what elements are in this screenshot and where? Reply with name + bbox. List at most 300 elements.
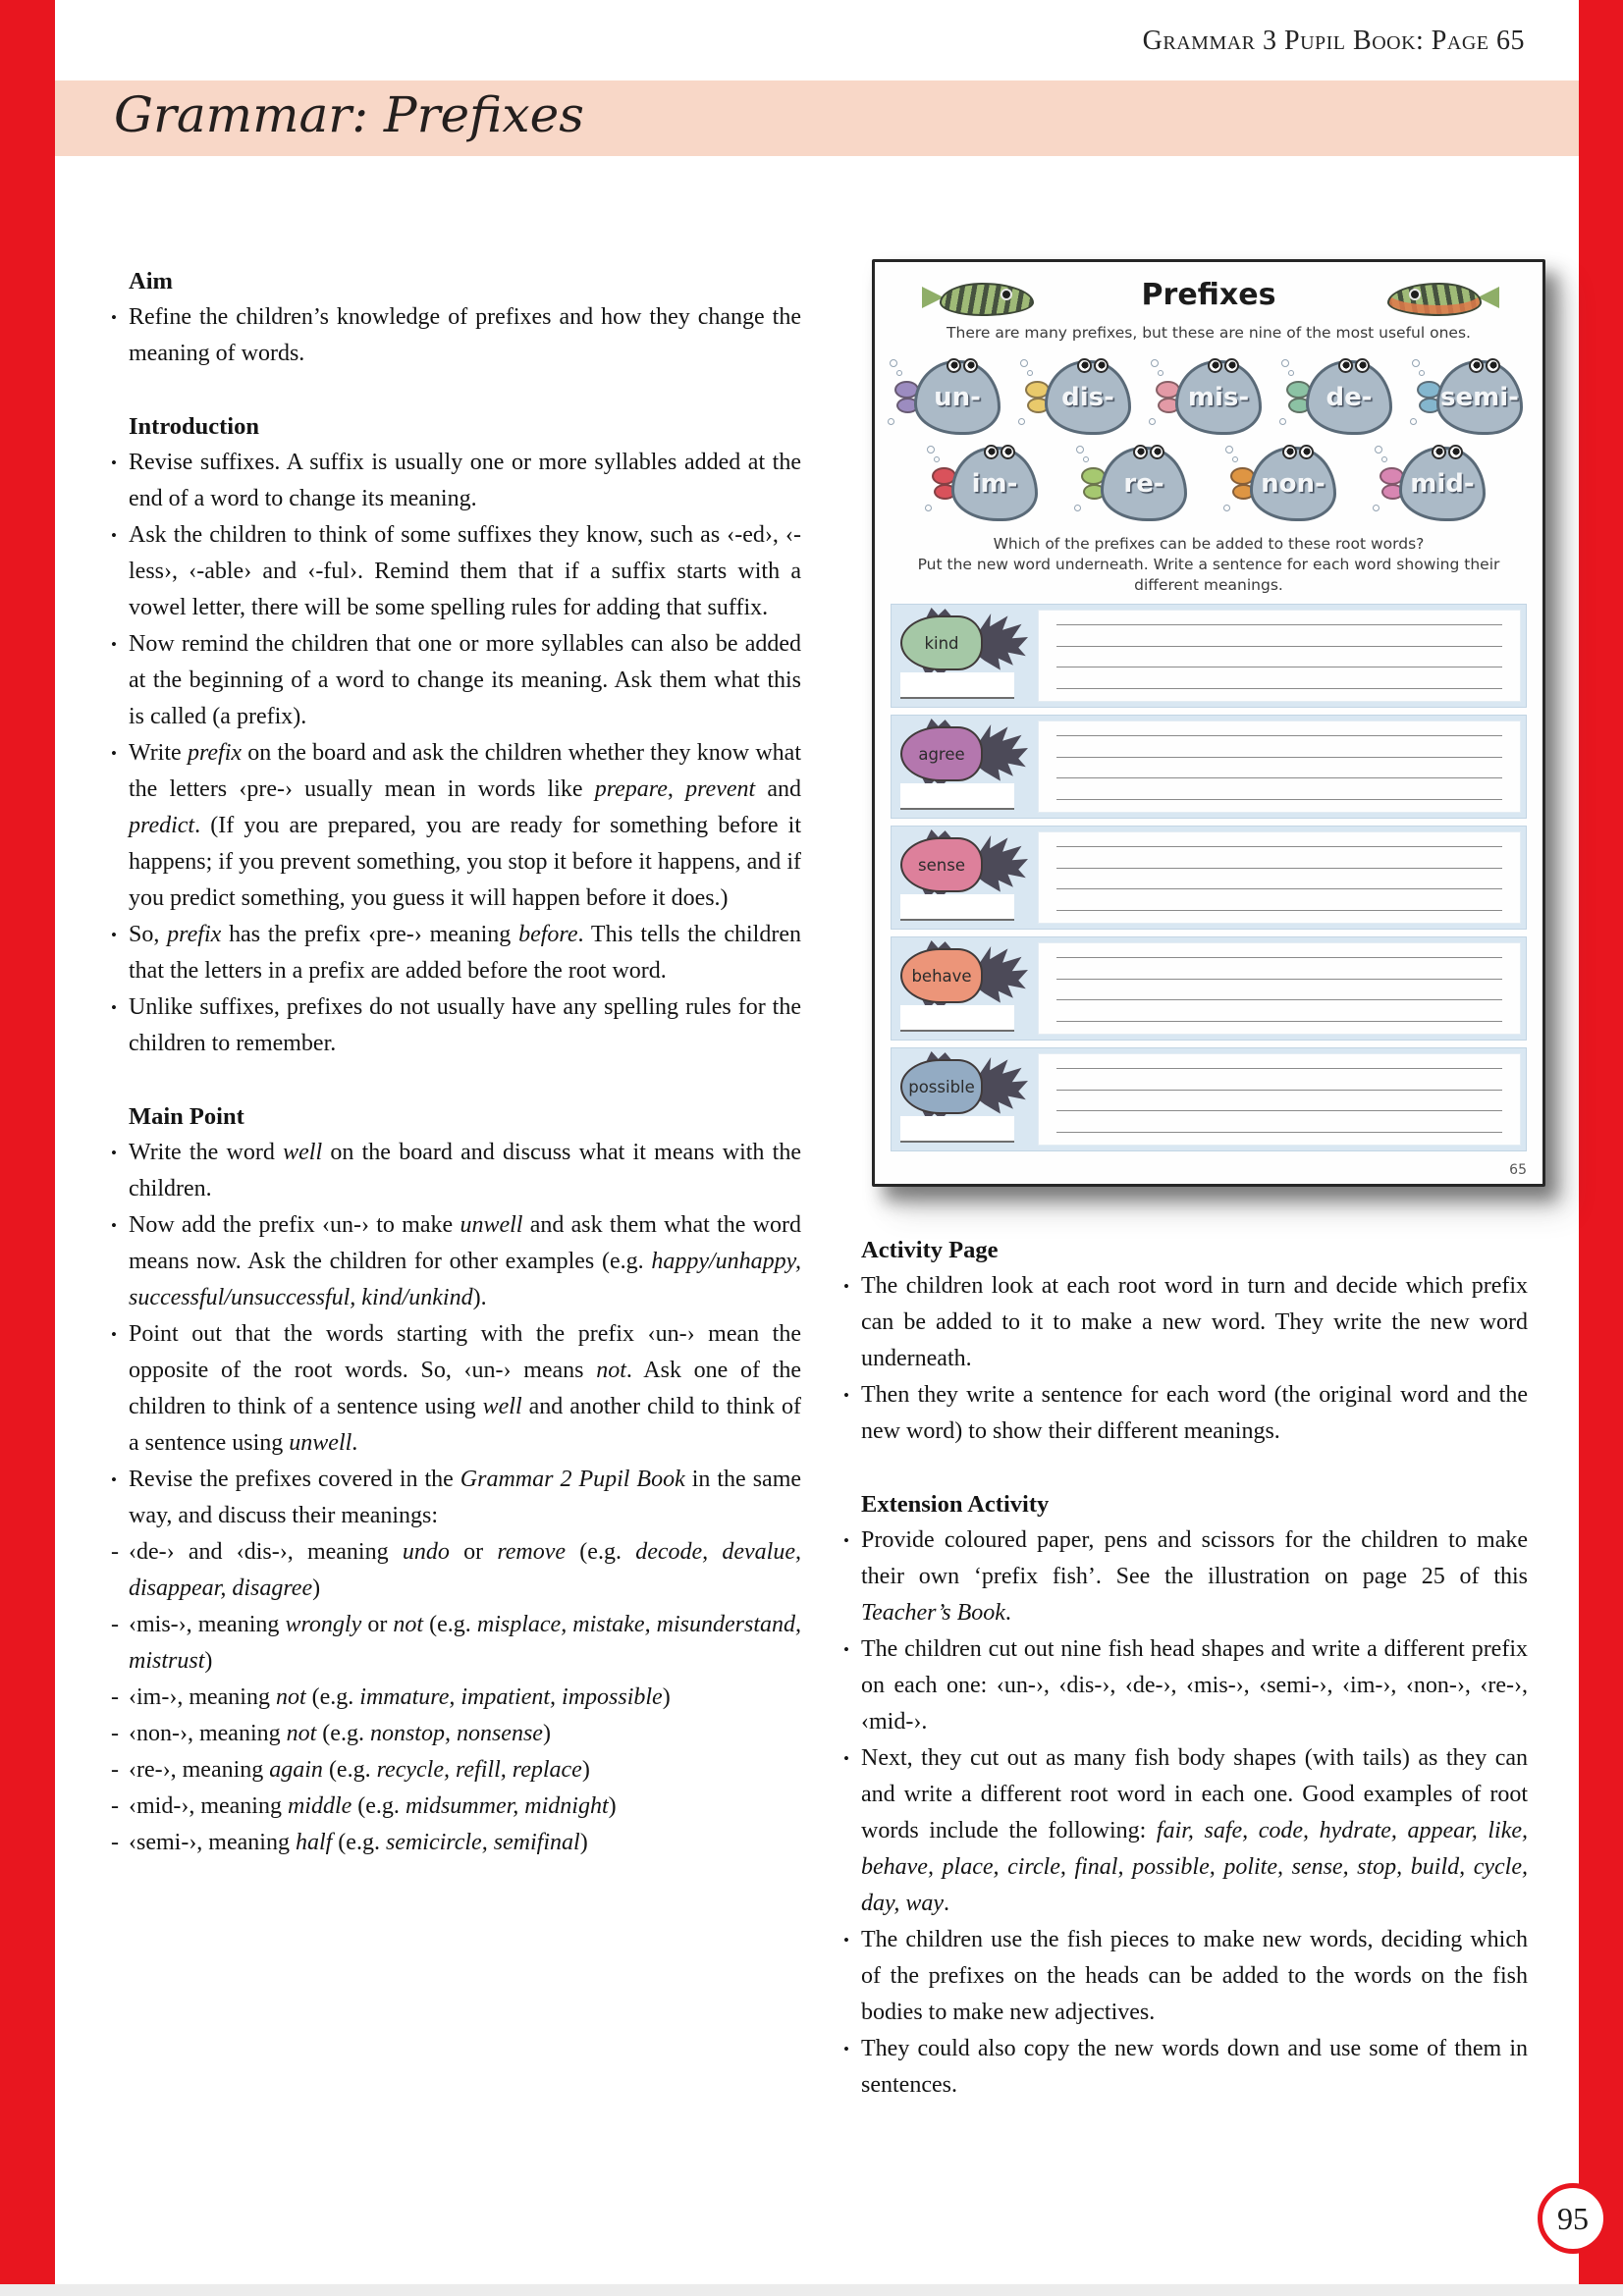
fish-body-icon [900,948,983,1003]
list-item-text [129,1321,801,1456]
bubble-icon [1419,370,1425,376]
fish-tail-icon [975,835,1028,894]
left-red-border [0,0,55,2284]
worksheet-title: Prefixes [1141,278,1276,312]
root-word-fish [898,832,1028,897]
prefix-label: im- [971,469,1018,499]
list-item-text [129,631,801,729]
text: Now remind the children that one or more syllables can also be added at the beginning of a word to change its meaning. Ask them what this is called (a prefix). [129,631,801,729]
text: Revise the prefixes covered in the [129,1467,460,1492]
fish-eye-icon [1299,445,1314,459]
writing-line [1056,735,1502,736]
root-word-cell [896,1053,1030,1146]
list-item-text [861,1927,1528,2025]
bullet-marker: • [111,454,117,472]
decorative-fish-icon [922,278,1038,317]
bullet-marker: • [111,308,117,327]
fish-eye-icon [963,358,978,373]
decorative-fish-icon [1383,278,1499,317]
bullet-marker: • [111,1144,117,1162]
right-column-sections [842,1232,1528,2104]
text: or [361,1612,394,1637]
fish-eye-icon [1077,358,1092,373]
text: . [352,1430,358,1456]
section-heading: Activity Page [861,1237,999,1263]
italic-text: not [393,1612,424,1637]
italic-text: unwell [289,1430,352,1456]
worksheet-row [891,604,1527,708]
bullet-marker: • [111,744,117,763]
text: Now add the prefix ‹un-› to make [129,1212,460,1238]
fish-eye-icon [1001,445,1015,459]
bullet-marker: • [111,1325,117,1344]
bullet-marker: - [111,1539,119,1565]
italic-text: remove [497,1539,567,1565]
root-word-cell [896,831,1030,924]
fish-body-icon [940,283,1034,316]
writing-line [1056,777,1502,778]
text: ) [579,1830,588,1855]
italic-text: nonstop, nonsense [369,1721,543,1746]
bullet-marker: • [843,1640,849,1659]
list-item [110,1462,801,1534]
worksheet-row [891,826,1527,930]
fish-eye-icon [1224,358,1239,373]
italic-text: undo [402,1539,450,1565]
fish-eye-icon [1355,358,1370,373]
fish-eye-icon [1409,289,1421,300]
list-item [842,1922,1528,2031]
writing-lines [1038,831,1521,924]
section-heading: Aim [129,268,173,294]
bullet-marker: • [843,1931,849,1949]
list-item-text [861,1273,1528,1371]
bullet-marker: • [111,926,117,944]
writing-line [1056,868,1502,869]
fish-tail-icon [975,724,1028,783]
text: Then they write a sentence for each word (the original word and the new word) to show their different meanings. [861,1382,1528,1444]
bullet-marker: - [111,1830,119,1855]
list-item [110,299,801,372]
list-item [110,445,801,517]
italic-text: midsummer, midnight [405,1793,609,1819]
fish-eye-icon [1432,445,1446,459]
bubble-icon [1074,505,1081,511]
fish-eye-icon [1338,358,1353,373]
text: The children use the fish pieces to make new words, deciding which of the prefixes on the heads can be added to the words on the fish bodies to make new adjectives. [861,1927,1528,2025]
text: Next, they cut out as many fish body shapes (with tails) as they can and write a different root word in each one. Good examples of root words include the following: [861,1745,1528,1843]
prefix-label: dis- [1061,383,1114,412]
bubble-icon [1281,359,1289,367]
list-item-text [861,1745,1528,1916]
fish-body-icon [900,726,983,781]
list-item [842,1740,1528,1922]
italic-text: prefix [167,922,222,947]
list-item [842,1377,1528,1450]
list-item [110,626,801,735]
root-word-label: kind [924,633,959,653]
list-item [110,735,801,917]
text: Refine the children’s knowledge of prefixes and how they change the meaning of words. [129,304,801,366]
italic-text: unwell [460,1212,523,1238]
bubble-icon [927,446,935,454]
list-item [842,1522,1528,1631]
italic-text: semicircle, semifinal [385,1830,580,1855]
worksheet-row [891,1047,1527,1151]
bullet-marker: • [843,1749,849,1768]
left-column [110,263,801,1897]
fish-head-body [1045,360,1131,435]
italic-text: middle [287,1793,352,1819]
italic-text: again [269,1757,323,1783]
text: Write [129,740,188,766]
list-item-text [129,304,801,366]
bubble-icon [1225,446,1233,454]
list-item-text [129,994,801,1056]
text: ‹de-› and ‹dis-›, meaning [129,1539,403,1565]
text: Write the word [129,1140,284,1165]
fish-eye-icon [1208,358,1222,373]
list-item-text [861,2036,1528,2098]
fish-body-icon [1387,283,1482,316]
prefix-label: semi- [1440,383,1519,412]
list-item [110,1135,801,1207]
fish-tail-icon [975,946,1028,1005]
bubble-icon [1149,418,1156,425]
section [842,1232,1528,1450]
fish-body-icon [900,837,983,892]
text: or [449,1539,498,1565]
answer-box [900,1005,1014,1032]
fish-tail-icon [975,1057,1028,1116]
bubble-icon [1083,456,1089,462]
text: ‹im-›, meaning [129,1684,276,1710]
prefix-fish-head [1023,353,1133,438]
writing-line [1056,1090,1502,1091]
bullet-marker: • [843,1386,849,1405]
bubble-icon [934,456,940,462]
text: ) [581,1757,590,1783]
text: ) [542,1721,551,1746]
bullet-marker: • [111,635,117,654]
text: ). [472,1285,487,1310]
text: ‹re-›, meaning [129,1757,270,1783]
italic-text: recycle, refill, replace [376,1757,582,1783]
right-column [842,259,1528,2140]
text: Point out that the words starting with the prefix ‹un-› mean the opposite of the root words. So, ‹un-› means [129,1321,801,1383]
page-title: Grammar: Prefixes [114,86,584,143]
list-item [110,1752,801,1789]
bubble-icon [896,370,902,376]
text: on the board and ask the children whether they know what the letters ‹pre-› usually mean in words like [129,740,802,802]
prefix-fish-head [1228,440,1338,524]
fish-eye-icon [1448,445,1463,459]
root-word-fish [898,611,1028,675]
writing-line [1056,846,1502,847]
list-item-text [129,1684,671,1710]
section [110,1098,801,1861]
bubble-icon [1279,418,1286,425]
italic-text: not [596,1358,626,1383]
fish-head-body [951,447,1038,521]
list-item [110,1534,801,1607]
writing-line [1056,757,1502,758]
worksheet-row [891,715,1527,819]
list-item-text [861,1527,1528,1626]
list-item [110,989,801,1062]
worksheet-header [891,274,1527,321]
text: . [1004,1600,1011,1626]
root-word-label: sense [918,855,965,875]
text: The children cut out nine fish head shapes and write a different prefix on each one: ‹un-›, ‹dis-›, ‹de-›, ‹mis-›, ‹semi-›, ‹im-›, ‹non-›, ‹re-›, ‹mid-›. [861,1636,1528,1735]
root-word-label: behave [911,966,972,986]
text: (e.g. [316,1721,370,1746]
prefix-fish-head [893,353,1002,438]
list-item [110,1680,801,1716]
text: ) [662,1684,671,1710]
section-heading: Introduction [129,413,259,440]
bubble-icon [1027,370,1033,376]
root-word-cell [896,942,1030,1035]
list-item [842,1268,1528,1377]
text: (e.g. [322,1757,377,1783]
text: has the prefix ‹pre-› meaning [221,922,519,947]
italic-text: prevent [685,776,756,802]
section [110,408,801,1062]
running-head: Grammar 3 Pupil Book: Page 65 [1142,26,1525,56]
bullet-marker: - [111,1612,119,1637]
italic-text: Teacher’s Book [861,1600,1005,1626]
text: , [667,776,686,802]
text: . Ask one of the children to think of a sentence using [129,1358,802,1419]
bottom-strip [0,2284,1623,2296]
italic-text: prefix [187,740,243,766]
list-item-text [129,522,801,620]
text: ) [312,1575,321,1601]
writing-line [1056,957,1502,958]
text: ‹non-›, meaning [129,1721,287,1746]
prefix-fish-head [930,440,1040,524]
bubble-icon [1373,505,1380,511]
prefix-fish-head [1154,353,1264,438]
fish-head-body [1175,360,1262,435]
fish-head-body [1399,447,1486,521]
bubble-icon [1232,456,1238,462]
italic-text: not [286,1721,317,1746]
list-item [110,1316,801,1462]
bullet-marker: • [111,526,117,545]
prefix-label: non- [1261,469,1325,499]
page-number: 95 [1557,2200,1589,2236]
writing-lines [1038,942,1521,1035]
text: ) [608,1793,617,1819]
text: Ask the children to think of some suffixes they know, such as ‹-ed›, ‹-less›, ‹-able› and ‹-ful›. Remind them that if a suffix starts with a vowel letter, there will be some spelling rules for adding that suffix. [129,522,801,620]
worksheet-page-number: 65 [1509,1162,1527,1178]
list-item [110,917,801,989]
pupil-book-figure [872,259,1545,1187]
list-item [110,1716,801,1752]
prefix-label: re- [1123,469,1164,499]
list-item-text [129,1612,801,1674]
bubble-icon [925,505,932,511]
italic-text: fair, safe, code, hydrate, appear, like, behave, place, circle, final, possible, polite, sense, stop, build, cycle, day, way [861,1818,1529,1916]
fish-head-body [1101,447,1187,521]
text: ‹semi-›, meaning [129,1830,296,1855]
bullet-marker: • [111,1216,117,1235]
bullet-marker: - [111,1684,119,1710]
bullet-marker: - [111,1757,119,1783]
fish-eye-icon [1486,358,1500,373]
list-item [842,2031,1528,2104]
root-word-fish [898,943,1028,1008]
text: Revise suffixes. A suffix is usually one or more syllables added at the end of a word to change its meaning. [129,450,801,511]
section [842,1486,1528,2104]
title-banner [55,80,1579,156]
italic-text: decode, devalue, disappear, disagree [129,1539,802,1601]
writing-line [1056,1132,1502,1133]
root-word-fish [898,721,1028,786]
writing-line [1056,646,1502,647]
italic-text: misplace, mistake, misunderstand, mistrust [129,1612,801,1674]
root-word-cell [896,610,1030,702]
prefix-fish-head [1079,440,1189,524]
list-item-text [129,1721,551,1746]
text: and ask them what the word means now. Ask the children for other examples (e.g. [129,1212,801,1274]
text: Unlike suffixes, prefixes do not usually have any spelling rules for the children to remember. [129,994,801,1056]
root-word-fish [898,1054,1028,1119]
writing-lines [1038,610,1521,702]
text: (e.g. [332,1830,386,1855]
text: Provide coloured paper, pens and scissors for the children to make their own ‘prefix fish’. See the illustration on page 25 of this [861,1527,1528,1589]
answer-box [900,1116,1014,1143]
list-item-text [129,450,801,511]
writing-line [1056,799,1502,800]
list-item-text [129,1793,617,1819]
list-item-text [861,1636,1528,1735]
writing-line [1056,999,1502,1000]
list-item [110,1607,801,1680]
worksheet-question: Which of the prefixes can be added to these root words? [993,535,1425,553]
list-item [110,1789,801,1825]
list-item [110,1207,801,1316]
text: ‹mid-›, meaning [129,1793,288,1819]
italic-text: predict [129,813,195,838]
bubble-icon [888,418,894,425]
text: on the board and discuss what it means with the children. [129,1140,801,1201]
list-item-text [129,1830,588,1855]
fish-head-body [1250,447,1336,521]
writing-line [1056,1110,1502,1111]
worksheet-subtitle: There are many prefixes, but these are nine of the most useful ones. [947,324,1471,342]
fish-body-icon [900,1059,983,1114]
bullet-marker: • [843,1531,849,1550]
bubble-icon [1020,359,1028,367]
bubble-icon [1381,456,1387,462]
list-item-text [861,1382,1528,1444]
italic-text: happy/unhappy, successful/unsuccessful, kind/unkind [129,1249,801,1310]
text: The children look at each root word in turn and decide which prefix can be added to it to make a new word. They write the new word underneath. [861,1273,1528,1371]
writing-line [1056,1021,1502,1022]
text: . [944,1891,949,1916]
list-item-text [129,1212,801,1310]
list-item [842,1631,1528,1740]
bubble-icon [1018,418,1025,425]
bullet-marker: • [111,998,117,1017]
text: (e.g. [423,1612,477,1637]
prefix-fish-row-1 [891,353,1527,438]
list-item-text [129,1140,801,1201]
fish-body-icon [900,615,983,670]
text: in the same way, and discuss their meanings: [129,1467,802,1528]
root-word-label: agree [918,744,965,764]
list-item-text [129,1757,590,1783]
fish-eye-icon [1094,358,1109,373]
right-red-border [1579,0,1623,2284]
bubble-icon [1076,446,1084,454]
text: (e.g. [352,1793,406,1819]
writing-line [1056,888,1502,889]
list-item-text [129,740,801,911]
page-number-badge [1538,2183,1608,2254]
text: and another child to think of a sentence using [129,1394,802,1456]
bullet-marker: • [111,1470,117,1489]
list-item [110,517,801,626]
worksheet-row [891,936,1527,1041]
text: (e.g. [566,1539,636,1565]
text: . This tells the children that the letters in a prefix are added before the root word. [129,922,801,984]
writing-line [1056,624,1502,625]
fish-head-body [1306,360,1392,435]
bubble-icon [890,359,897,367]
worksheet-rows [891,604,1527,1151]
bubble-icon [1375,446,1382,454]
bullet-marker: - [111,1793,119,1819]
answer-box [900,783,1014,810]
italic-text: well [283,1140,323,1165]
writing-line [1056,1068,1502,1069]
fish-eye-icon [1001,289,1012,300]
section-heading: Extension Activity [861,1491,1050,1518]
fish-tail-icon [975,614,1028,672]
list-item-text [129,922,801,984]
italic-text: well [482,1394,522,1419]
writing-line [1056,688,1502,689]
prefix-label: mis- [1187,383,1250,412]
bubble-icon [1288,370,1294,376]
text: ‹mis-›, meaning [129,1612,286,1637]
fish-head-body [1436,360,1523,435]
text: (e.g. [305,1684,360,1710]
fish-eye-icon [947,358,961,373]
prefix-label: un- [934,383,981,412]
prefix-fish-head [1378,440,1488,524]
fish-eye-icon [1282,445,1297,459]
answer-box [900,672,1014,699]
bullet-marker: • [843,2040,849,2058]
bubble-icon [1223,505,1230,511]
list-item-text [129,1539,801,1601]
writing-lines [1038,1053,1521,1146]
fish-eye-icon [1150,445,1164,459]
text: They could also copy the new words down and use some of them in sentences. [861,2036,1528,2098]
fish-eye-icon [1469,358,1484,373]
list-item [110,1825,801,1861]
answer-box [900,894,1014,921]
writing-line [1056,979,1502,980]
text: and [755,776,802,802]
section [110,263,801,372]
italic-text: before [518,922,578,947]
